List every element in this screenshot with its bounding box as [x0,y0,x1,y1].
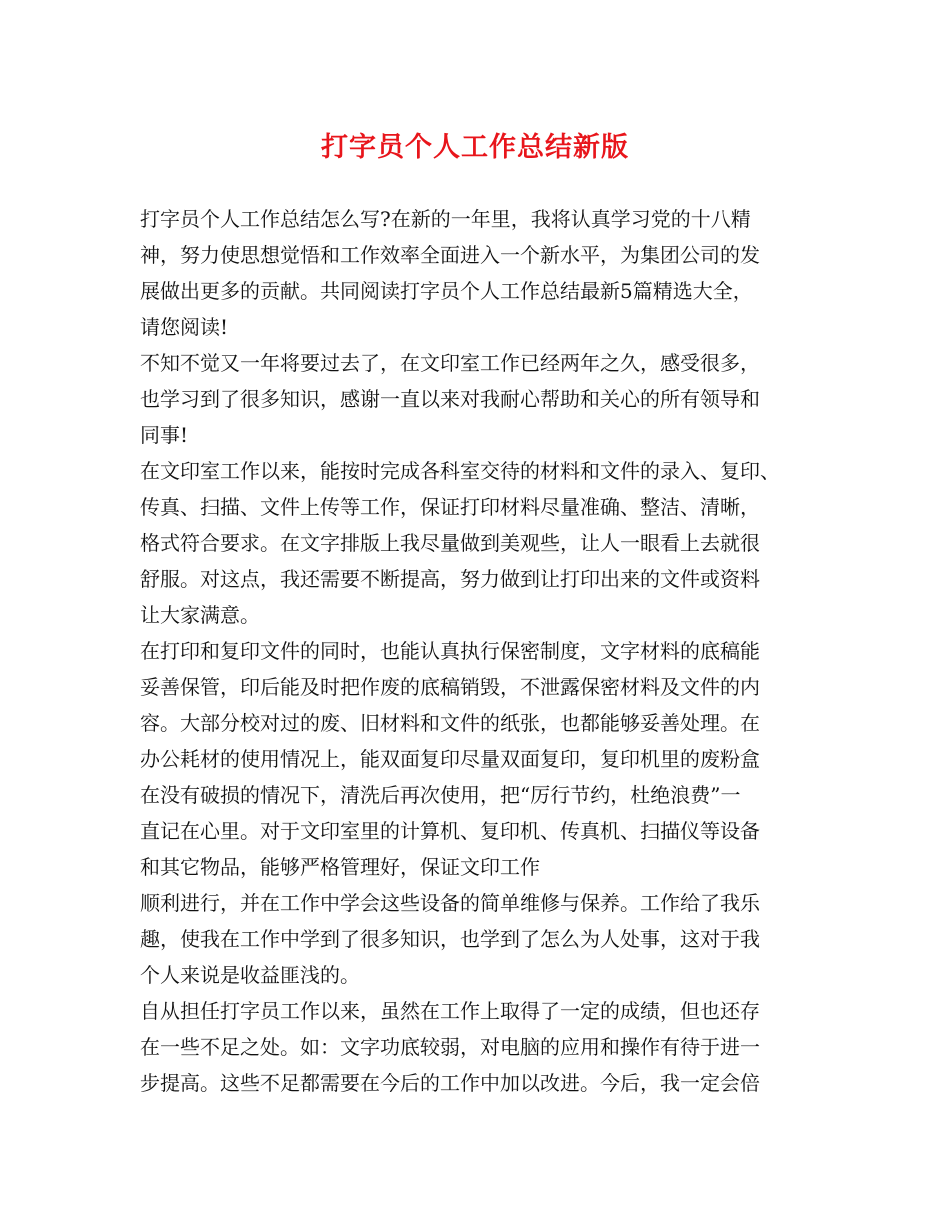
text-line: 请您阅读! [140,315,229,339]
text-line: 直记在心里。对于文印室里的计算机、复印机、传真机、扫描仪等设备 [140,819,760,843]
text-line: 打字员个人工作总结怎么写?在新的一年里，我将认真学习党的十八精 [140,207,751,231]
text-line: 和其它物品，能够严格管理好，保证文印工作 [140,855,540,879]
text-line: 在打印和复印文件的同时，也能认真执行保密制度，文字材料的底稿能 [140,639,760,663]
text-line: 舒服。对这点，我还需要不断提高，努力做到让打印出来的文件或资料 [140,567,760,591]
text-line: 在一些不足之处。如：文字功底较弱，对电脑的应用和操作有待于进一 [140,1035,760,1059]
text-line: 展做出更多的贡献。共同阅读打字员个人工作总结最新5篇精选大全， [140,279,753,303]
text-line: 步提高。这些不足都需要在今后的工作中加以改进。今后，我一定会倍 [140,1071,760,1095]
text-line: 传真、扫描、文件上传等工作，保证打印材料尽量准确、整洁、清晰， [140,495,760,519]
text-line: 容。大部分校对过的废、旧材料和文件的纸张，也都能够妥善处理。在 [140,711,760,735]
text-line: 也学习到了很多知识，感谢一直以来对我耐心帮助和关心的所有领导和 [140,387,760,411]
text-line: 办公耗材的使用情况上，能双面复印尽量双面复印，复印机里的废粉盒 [140,747,760,771]
document-body [140,201,830,1101]
text-line: 个人来说是收益匪浅的。 [140,963,360,987]
text-line: 趣，使我在工作中学到了很多知识，也学到了怎么为人处事，这对于我 [140,927,760,951]
text-line: 妥善保管，印后能及时把作废的底稿销毁，不泄露保密材料及文件的内 [140,675,760,699]
text-line: 在没有破损的情况下，清洗后再次使用，把“厉行节约，杜绝浪费”一 [140,783,741,807]
text-line: 神，努力使思想觉悟和工作效率全面进入一个新水平，为集团公司的发 [140,243,760,267]
document-title: 打字员个人工作总结新版 [321,132,629,163]
text-line: 在文印室工作以来，能按时完成各科室交待的材料和文件的录入、复印、 [140,459,780,483]
text-line: 不知不觉又一年将要过去了，在文印室工作已经两年之久，感受很多， [140,351,760,375]
text-line: 自从担任打字员工作以来，虽然在工作上取得了一定的成绩，但也还存 [140,999,760,1023]
text-line: 格式符合要求。在文字排版上我尽量做到美观些，让人一眼看上去就很 [140,531,760,555]
text-line: 让大家满意。 [140,603,260,627]
text-line: 同事! [140,423,189,447]
text-line: 顺利进行，并在工作中学会这些设备的简单维修与保养。工作给了我乐 [140,891,760,915]
